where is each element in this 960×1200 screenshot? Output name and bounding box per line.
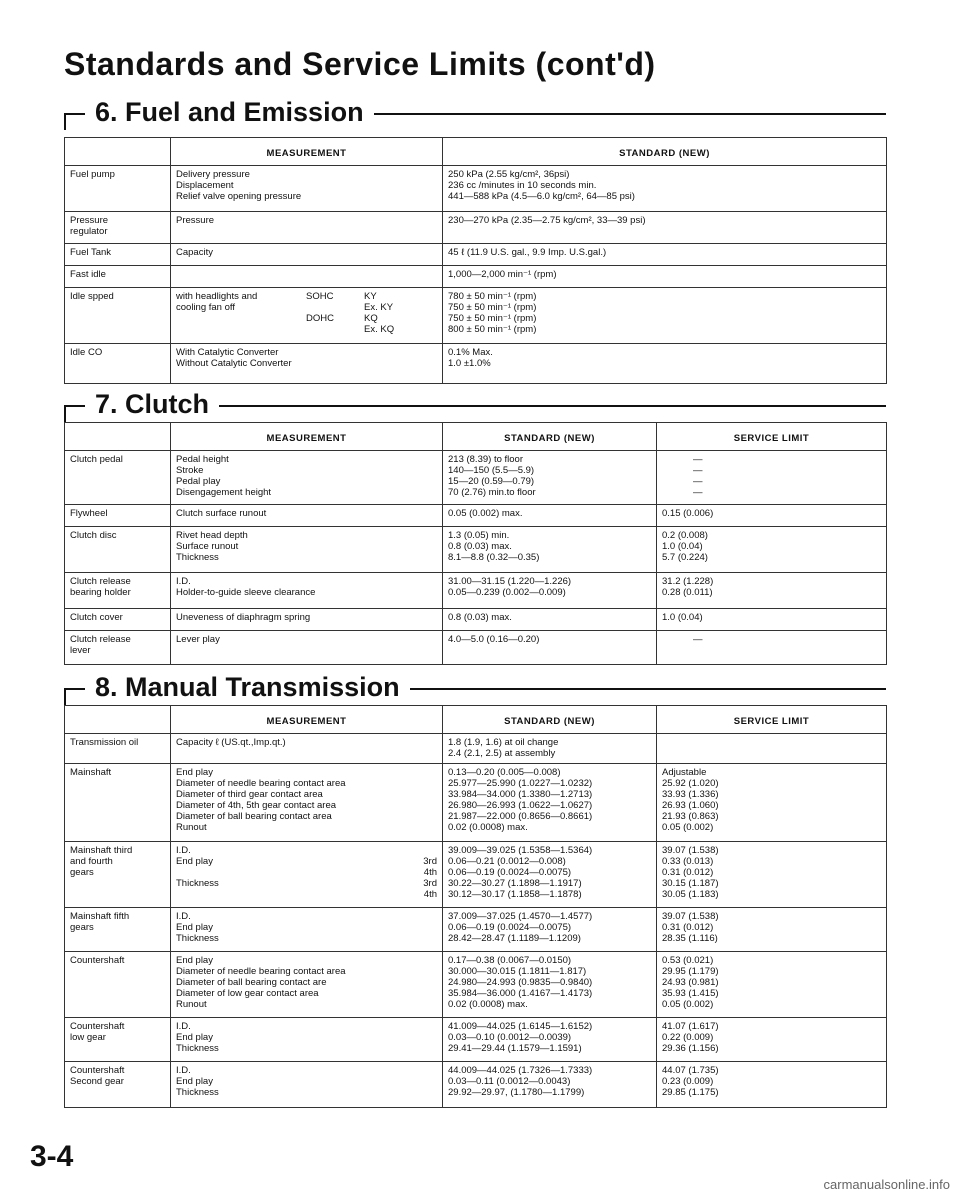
header-standard: STANDARD (NEW) <box>443 138 887 166</box>
service-limit-cell <box>657 527 887 573</box>
code-label: KQ <box>364 313 378 324</box>
item-cell <box>65 631 171 665</box>
table-row <box>65 505 887 527</box>
measurement-line: End play <box>176 955 213 966</box>
item-cell <box>65 1062 171 1108</box>
standard-line: 30.22—30.27 (1.1898—1.1917) <box>448 878 582 889</box>
standard-line: 750 ± 50 min⁻¹ (rpm) <box>448 302 537 313</box>
limit-line: 26.93 (1.060) <box>662 800 719 811</box>
measurement-line: I.D. <box>176 845 191 856</box>
item-line: Clutch release <box>70 576 131 587</box>
standard-cell: 1,000—2,000 min⁻¹ (rpm) <box>443 266 887 288</box>
table-row <box>65 952 887 1018</box>
measurement-line: Thickness <box>176 1087 219 1098</box>
limit-line: 0.22 (0.009) <box>662 1032 714 1043</box>
measurement-line: Relief valve opening pressure <box>176 191 302 202</box>
manual-transmission-table <box>64 705 887 1108</box>
item-cell: Idle spped <box>65 288 171 344</box>
limit-line: 0.31 (0.012) <box>662 867 714 878</box>
item-cell: Fuel Tank <box>65 244 171 266</box>
limit-line: 0.2 (0.008) <box>662 530 708 541</box>
standard-line: 28.42—28.47 (1.1189—1.1209) <box>448 933 581 944</box>
item-line: Countershaft <box>70 1021 125 1032</box>
header-item <box>65 423 171 451</box>
engine-sohc-label: SOHC <box>306 291 334 302</box>
limit-line: — <box>693 454 703 465</box>
measurement-line: with headlights and <box>176 291 258 302</box>
header-measurement: MEASUREMENT <box>171 138 443 166</box>
service-limit-cell <box>657 764 887 842</box>
measurement-cell <box>171 527 443 573</box>
standard-line: 0.13—0.20 (0.005—0.008) <box>448 767 561 778</box>
watermark: carmanualsonline.info <box>823 1177 950 1192</box>
measurement-line: Thickness <box>176 933 219 944</box>
table-row <box>65 631 887 665</box>
measurement-line: Rivet head depth <box>176 530 248 541</box>
page-number: 3-4 <box>30 1140 74 1173</box>
standard-line: 30.12—30.17 (1.1858—1.1878) <box>448 889 582 900</box>
limit-line: 0.23 (0.009) <box>662 1076 714 1087</box>
header-service-limit: SERVICE LIMIT <box>657 706 887 734</box>
measurement-line: cooling fan off <box>176 302 235 313</box>
standard-line: 0.8 (0.03) max. <box>448 541 512 552</box>
standard-line: 0.06—0.19 (0.0024—0.0075) <box>448 867 572 878</box>
service-limit-cell <box>657 908 887 952</box>
standard-line: 213 (8.39) to floor <box>448 454 523 465</box>
section-6-heading: 6. Fuel and Emission <box>85 97 374 128</box>
measurement-line: Runout <box>176 999 207 1010</box>
limit-line: 0.33 (0.013) <box>662 856 714 867</box>
standard-line: 1.3 (0.05) min. <box>448 530 510 541</box>
header-item <box>65 138 171 166</box>
item-cell: Countershaft <box>65 952 171 1018</box>
standard-line: 250 kPa (2.55 kg/cm², 36psi) <box>448 169 570 180</box>
standard-line: 0.1% Max. <box>448 347 493 358</box>
limit-line: 1.0 (0.04) <box>662 541 703 552</box>
measurement-line: Disengagement height <box>176 487 272 498</box>
standard-cell <box>443 288 887 344</box>
measurement-cell <box>171 1018 443 1062</box>
measurement-cell <box>171 344 443 384</box>
item-cell <box>65 573 171 609</box>
standard-cell <box>443 527 657 573</box>
standard-line: 30.000—30.015 (1.1811—1.817) <box>448 966 587 977</box>
measurement-line: Thickness <box>176 878 219 889</box>
standard-line: 750 ± 50 min⁻¹ (rpm) <box>448 313 537 324</box>
standard-line: 29.92—29.97, (1.1780—1.1799) <box>448 1087 585 1098</box>
measurement-cell <box>171 451 443 505</box>
limit-line: — <box>693 487 703 498</box>
gear-label: 4th <box>423 889 437 900</box>
measurement-line: End play <box>176 1076 213 1087</box>
measurement-cell <box>171 166 443 212</box>
limit-line: 35.93 (1.415) <box>662 988 719 999</box>
limit-line: 0.05 (0.002) <box>662 999 714 1010</box>
item-cell: Mainshaft <box>65 764 171 842</box>
standard-line: 0.05—0.239 (0.002—0.009) <box>448 587 566 598</box>
section-8-heading: 8. Manual Transmission <box>85 672 410 703</box>
measurement-cell <box>171 908 443 952</box>
limit-line: 30.15 (1.187) <box>662 878 719 889</box>
standard-line: 0.17—0.38 (0.0067—0.0150) <box>448 955 572 966</box>
service-limit-cell <box>657 842 887 908</box>
gear-label: 3rd <box>423 856 437 867</box>
standard-line: 39.009—39.025 (1.5358—1.5364) <box>448 845 593 856</box>
measurement-line: I.D. <box>176 1065 191 1076</box>
measurement-line: Displacement <box>176 180 234 191</box>
measurement-line: Pedal play <box>176 476 221 487</box>
item-cell <box>65 842 171 908</box>
table-header-row <box>65 423 887 451</box>
limit-line: 39.07 (1.538) <box>662 845 719 856</box>
measurement-line: Diameter of low gear contact area <box>176 988 319 999</box>
service-limit-cell <box>657 1062 887 1108</box>
measurement-cell <box>171 842 443 908</box>
standard-line: 70 (2.76) min.to floor <box>448 487 536 498</box>
standard-line: 37.009—37.025 (1.4570—1.4577) <box>448 911 593 922</box>
standard-cell <box>443 166 887 212</box>
item-cell: Transmission oil <box>65 734 171 764</box>
measurement-line: I.D. <box>176 576 191 587</box>
item-line: Pressure <box>70 215 109 226</box>
standard-line: 29.41—29.44 (1.1579—1.1591) <box>448 1043 582 1054</box>
measurement-cell <box>171 573 443 609</box>
item-cell: Idle CO <box>65 344 171 384</box>
measurement-cell: Pressure <box>171 212 443 244</box>
table-row <box>65 451 887 505</box>
limit-line: 0.05 (0.002) <box>662 822 714 833</box>
measurement-line: Diameter of ball bearing contact are <box>176 977 327 988</box>
measurement-line: Pedal height <box>176 454 229 465</box>
limit-line: 29.36 (1.156) <box>662 1043 719 1054</box>
service-limit-cell <box>657 451 887 505</box>
table-row <box>65 288 887 344</box>
fuel-emission-table <box>64 137 887 384</box>
section-6-rule-tick <box>64 114 66 130</box>
standard-cell <box>443 1062 657 1108</box>
limit-line: 29.95 (1.179) <box>662 966 719 977</box>
measurement-line: Runout <box>176 822 207 833</box>
item-line: and fourth <box>70 856 113 867</box>
standard-line: 1.8 (1.9, 1.6) at oil change <box>448 737 559 748</box>
measurement-line: Thickness <box>176 552 219 563</box>
limit-line: 21.93 (0.863) <box>662 811 719 822</box>
measurement-line: Diameter of needle bearing contact area <box>176 778 346 789</box>
measurement-line: I.D. <box>176 1021 191 1032</box>
gear-label: 3rd <box>423 878 437 889</box>
standard-cell: 0.8 (0.03) max. <box>443 609 657 631</box>
standard-cell: 45 ℓ (11.9 U.S. gal., 9.9 Imp. U.S.gal.) <box>443 244 887 266</box>
service-limit-cell <box>657 952 887 1018</box>
standard-line: 2.4 (2.1, 2.5) at assembly <box>448 748 556 759</box>
item-line: Clutch release <box>70 634 131 645</box>
gear-label: 4th <box>423 867 437 878</box>
measurement-line: Diameter of 4th, 5th gear contact area <box>176 800 337 811</box>
table-row <box>65 573 887 609</box>
item-cell <box>65 1018 171 1062</box>
measurement-line: Holder-to-guide sleeve clearance <box>176 587 316 598</box>
standard-line: 0.02 (0.0008) max. <box>448 822 528 833</box>
service-limit-cell <box>657 734 887 764</box>
measurement-line: I.D. <box>176 911 191 922</box>
measurement-line: End play <box>176 767 213 778</box>
measurement-cell: Uneveness of diaphragm spring <box>171 609 443 631</box>
measurement-cell: Capacity <box>171 244 443 266</box>
standard-line: 780 ± 50 min⁻¹ (rpm) <box>448 291 537 302</box>
standard-cell <box>443 573 657 609</box>
limit-line: — <box>693 465 703 476</box>
standard-cell <box>443 344 887 384</box>
standard-cell: 4.0—5.0 (0.16—0.20) <box>443 631 657 665</box>
measurement-line: Without Catalytic Converter <box>176 358 292 369</box>
limit-line: 41.07 (1.617) <box>662 1021 719 1032</box>
standard-cell: 0.05 (0.002) max. <box>443 505 657 527</box>
limit-line: 24.93 (0.981) <box>662 977 719 988</box>
item-cell <box>65 908 171 952</box>
measurement-cell <box>171 288 443 344</box>
limit-line: — <box>693 476 703 487</box>
measurement-line: Surface runout <box>176 541 239 552</box>
standard-line: 0.06—0.21 (0.0012—0.008) <box>448 856 566 867</box>
table-row <box>65 244 887 266</box>
standard-line: 35.984—36.000 (1.4167—1.4173) <box>448 988 593 999</box>
limit-line: Adjustable <box>662 767 707 778</box>
standard-line: 25.977—25.990 (1.0227—1.0232) <box>448 778 593 789</box>
measurement-cell: Capacity ℓ (US.qt.,Imp.qt.) <box>171 734 443 764</box>
item-line: gears <box>70 867 94 878</box>
measurement-line: Diameter of needle bearing contact area <box>176 966 346 977</box>
measurement-line: Delivery pressure <box>176 169 250 180</box>
standard-cell <box>443 1018 657 1062</box>
item-line: Mainshaft third <box>70 845 133 856</box>
header-standard: STANDARD (NEW) <box>443 706 657 734</box>
limit-line: 28.35 (1.116) <box>662 933 718 944</box>
standard-line: 0.02 (0.0008) max. <box>448 999 528 1010</box>
measurement-cell: Lever play <box>171 631 443 665</box>
measurement-cell: Clutch surface runout <box>171 505 443 527</box>
item-line: Countershaft <box>70 1065 125 1076</box>
standard-line: 0.03—0.10 (0.0012—0.0039) <box>448 1032 572 1043</box>
item-cell: Fuel pump <box>65 166 171 212</box>
header-measurement: MEASUREMENT <box>171 423 443 451</box>
standard-line: 1.0 ±1.0% <box>448 358 491 369</box>
standard-cell <box>443 764 657 842</box>
standard-line: 236 cc /minutes in 10 seconds min. <box>448 180 597 191</box>
item-line: lever <box>70 645 91 656</box>
standard-line: 8.1—8.8 (0.32—0.35) <box>448 552 540 563</box>
measurement-line: End play <box>176 922 213 933</box>
standard-line: 0.06—0.19 (0.0024—0.0075) <box>448 922 572 933</box>
section-7-rule-tick <box>64 406 66 422</box>
section-7-heading: 7. Clutch <box>85 389 219 420</box>
table-row <box>65 734 887 764</box>
code-label: KY <box>364 291 377 302</box>
limit-line: 0.53 (0.021) <box>662 955 714 966</box>
measurement-cell <box>171 266 443 288</box>
page-title: Standards and Service Limits (cont'd) <box>64 46 656 82</box>
limit-line: 30.05 (1.183) <box>662 889 719 900</box>
header-item <box>65 706 171 734</box>
table-row <box>65 609 887 631</box>
header-measurement: MEASUREMENT <box>171 706 443 734</box>
service-limit-cell <box>657 1018 887 1062</box>
measurement-line: Stroke <box>176 465 204 476</box>
measurement-cell <box>171 764 443 842</box>
service-limit-cell: 0.15 (0.006) <box>657 505 887 527</box>
measurement-line: Thickness <box>176 1043 219 1054</box>
limit-line: 44.07 (1.735) <box>662 1065 719 1076</box>
standard-line: 26.980—26.993 (1.0622—1.0627) <box>448 800 593 811</box>
measurement-line: End play <box>176 1032 213 1043</box>
item-line: Second gear <box>70 1076 124 1087</box>
table-row <box>65 266 887 288</box>
table-row <box>65 1062 887 1108</box>
standard-line: 0.03—0.11 (0.0012—0.0043) <box>448 1076 571 1087</box>
limit-line: 25.92 (1.020) <box>662 778 719 789</box>
table-row <box>65 842 887 908</box>
service-limit-cell: — <box>657 631 887 665</box>
standard-cell: 230—270 kPa (2.35—2.75 kg/cm², 33—39 psi) <box>443 212 887 244</box>
standard-cell <box>443 842 657 908</box>
standard-line: 15—20 (0.59—0.79) <box>448 476 535 487</box>
item-cell <box>65 212 171 244</box>
standard-line: 441—588 kPa (4.5—6.0 kg/cm², 64—85 psi) <box>448 191 635 202</box>
service-limit-cell: 1.0 (0.04) <box>657 609 887 631</box>
table-header-row <box>65 706 887 734</box>
limit-line: 29.85 (1.175) <box>662 1087 719 1098</box>
item-line: low gear <box>70 1032 106 1043</box>
limit-line: 5.7 (0.224) <box>662 552 708 563</box>
item-line: regulator <box>70 226 108 237</box>
table-row <box>65 908 887 952</box>
table-row <box>65 166 887 212</box>
standard-line: 41.009—44.025 (1.6145—1.6152) <box>448 1021 593 1032</box>
item-cell: Clutch pedal <box>65 451 171 505</box>
standard-line: 140—150 (5.5—5.9) <box>448 465 535 476</box>
table-header-row <box>65 138 887 166</box>
measurement-line: Diameter of third gear contact area <box>176 789 323 800</box>
limit-line: 33.93 (1.336) <box>662 789 719 800</box>
table-row <box>65 212 887 244</box>
item-cell: Clutch disc <box>65 527 171 573</box>
header-service-limit: SERVICE LIMIT <box>657 423 887 451</box>
code-label: Ex. KQ <box>364 324 395 335</box>
limit-line: 39.07 (1.538) <box>662 911 719 922</box>
measurement-cell <box>171 1062 443 1108</box>
standard-cell <box>443 908 657 952</box>
measurement-line: With Catalytic Converter <box>176 347 279 358</box>
standard-cell <box>443 451 657 505</box>
standard-cell <box>443 734 657 764</box>
limit-line: 31.2 (1.228) <box>662 576 714 587</box>
measurement-line: End play <box>176 856 213 867</box>
standard-line: 31.00—31.15 (1.220—1.226) <box>448 576 572 587</box>
standard-line: 33.984—34.000 (1.3380—1.2713) <box>448 789 593 800</box>
item-line: Mainshaft fifth <box>70 911 130 922</box>
service-limit-cell <box>657 573 887 609</box>
code-label: Ex. KY <box>364 302 394 313</box>
item-line: bearing holder <box>70 587 131 598</box>
item-cell: Flywheel <box>65 505 171 527</box>
clutch-table <box>64 422 887 665</box>
item-line: gears <box>70 922 94 933</box>
standard-line: 21.987—22.000 (0.8656—0.8661) <box>448 811 593 822</box>
measurement-cell <box>171 952 443 1018</box>
table-row <box>65 764 887 842</box>
standard-cell <box>443 952 657 1018</box>
item-cell: Fast idle <box>65 266 171 288</box>
section-8-rule-tick <box>64 689 66 705</box>
table-row <box>65 344 887 384</box>
limit-line: 0.31 (0.012) <box>662 922 714 933</box>
measurement-line: Diameter of ball bearing contact area <box>176 811 332 822</box>
engine-dohc-label: DOHC <box>306 313 334 324</box>
table-row <box>65 1018 887 1062</box>
standard-line: 24.980—24.993 (0.9835—0.9840) <box>448 977 593 988</box>
standard-line: 44.009—44.025 (1.7326—1.7333) <box>448 1065 593 1076</box>
standard-line: 800 ± 50 min⁻¹ (rpm) <box>448 324 537 335</box>
limit-line: 0.28 (0.011) <box>662 587 713 598</box>
table-row <box>65 527 887 573</box>
item-cell: Clutch cover <box>65 609 171 631</box>
header-standard: STANDARD (NEW) <box>443 423 657 451</box>
